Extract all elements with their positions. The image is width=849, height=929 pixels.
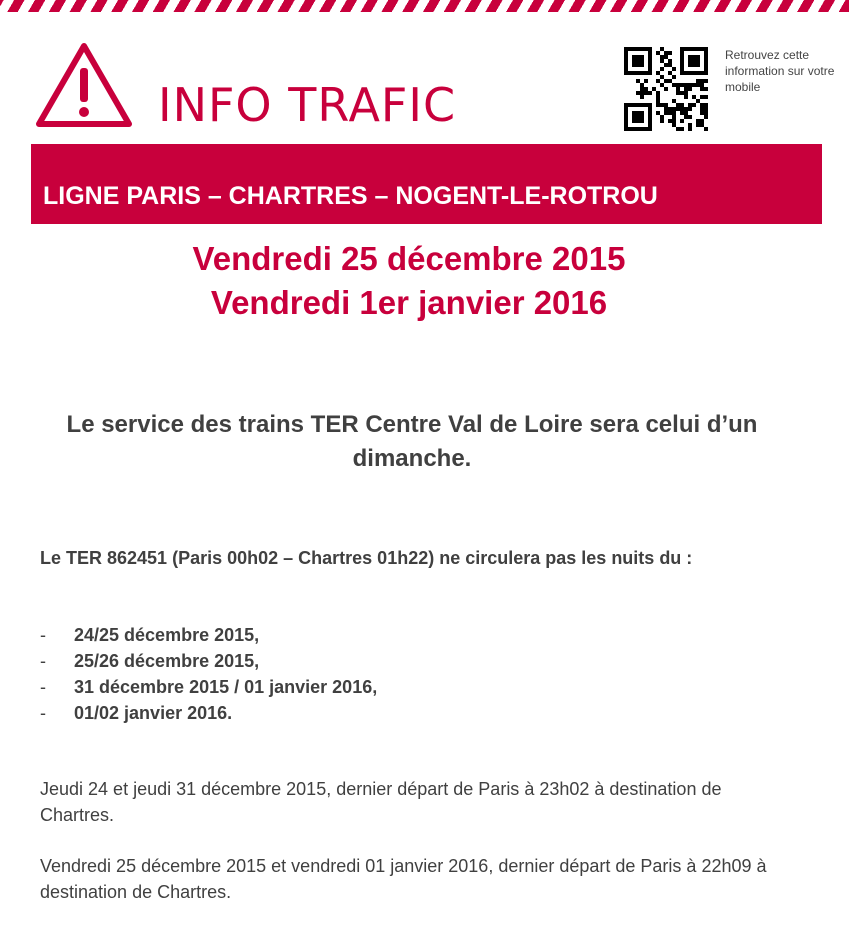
service-note: Le service des trains TER Centre Val de Loire sera celui d’un dimanche. xyxy=(66,411,758,472)
info-trafic-title: INFO TRAFIC xyxy=(158,78,457,132)
warning-triangle-icon xyxy=(34,40,134,130)
list-marker: - xyxy=(40,677,46,697)
date-line: Vendredi 25 décembre 2015 xyxy=(192,240,626,277)
list-item xyxy=(40,622,377,648)
date-line: Vendredi 1er janvier 2016 xyxy=(210,284,608,321)
line-banner xyxy=(31,144,822,224)
line-banner-text: LIGNE PARIS – CHARTRES – NOGENT-LE-ROTROU xyxy=(43,182,658,210)
list-item xyxy=(40,700,377,726)
qr-caption: Retrouvez cette information sur votre mobile xyxy=(725,48,835,94)
dates-heading xyxy=(0,237,818,325)
list-item-text: 01/02 janvier 2016. xyxy=(74,703,233,723)
last-departure-paragraph: Jeudi 24 et jeudi 31 décembre 2015, dernier départ de Paris à 23h02 à destination de Chartres. xyxy=(40,779,722,825)
list-item-text: 31 décembre 2015 / 01 janvier 2016, xyxy=(74,677,378,697)
top-stripe-bar xyxy=(0,0,849,12)
list-marker: - xyxy=(40,651,46,671)
list-item-text: 24/25 décembre 2015, xyxy=(74,625,260,645)
ter-cancellation-notice: Le TER 862451 (Paris 00h02 – Chartres 01h22) ne circulera pas les nuits du : xyxy=(40,548,693,568)
list-item xyxy=(40,674,377,700)
list-item-text: 25/26 décembre 2015, xyxy=(74,651,260,671)
list-marker: - xyxy=(40,625,46,645)
list-marker: - xyxy=(40,703,46,723)
list-item xyxy=(40,648,377,674)
qr-code-icon[interactable] xyxy=(624,47,708,131)
last-departure-paragraph: Vendredi 25 décembre 2015 et vendredi 01 janvier 2016, dernier départ de Paris à 22h09 à destination de Chartres. xyxy=(40,856,767,902)
cancelled-nights-list xyxy=(40,622,377,726)
